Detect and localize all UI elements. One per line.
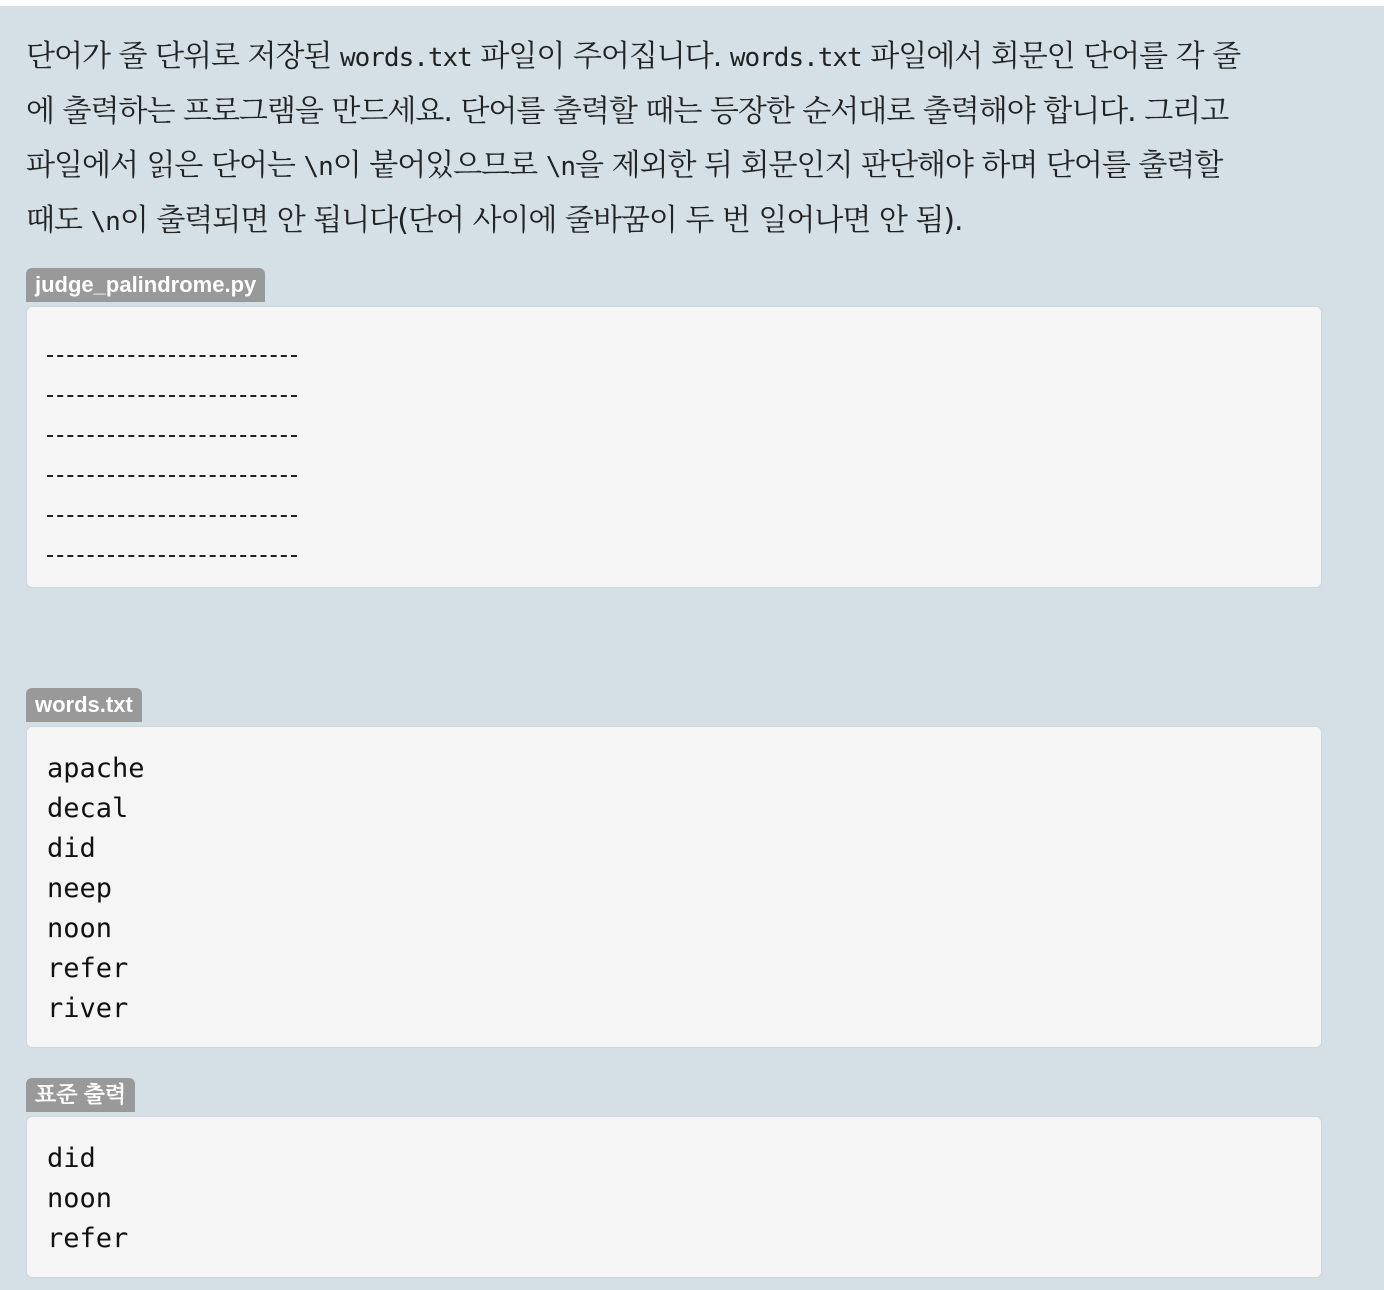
inline-code-newline: \n xyxy=(90,207,120,237)
description-line-3: 파일에서 읽은 단어는 \n이 붙어있으므로 \n을 제외한 뒤 회문인지 판단해야 하며 단어를 출력할 xyxy=(26,148,1223,183)
code-blank-line[interactable] xyxy=(47,489,1301,529)
words-file-line: did xyxy=(47,833,96,864)
code-blank-line[interactable] xyxy=(47,369,1301,409)
stdout-line: noon xyxy=(47,1183,113,1214)
stdout-box xyxy=(26,1116,1322,1278)
words-file-line: refer xyxy=(47,953,129,984)
inline-code-newline: \n xyxy=(545,152,575,182)
words-file-box xyxy=(26,726,1322,1048)
words-file-tab: words.txt xyxy=(26,688,142,722)
words-file-line: noon xyxy=(47,913,113,944)
words-file-line: apache xyxy=(47,753,145,784)
code-blank-line[interactable] xyxy=(47,449,1301,489)
description-line-4: 때도 \n이 출력되면 안 됩니다(단어 사이에 줄바꿈이 두 번 일어나면 안 됨). xyxy=(26,203,963,238)
inline-code-filename: words.txt xyxy=(339,43,472,73)
inline-code-filename: words.txt xyxy=(729,43,862,73)
words-file-line: river xyxy=(47,993,129,1024)
inline-code-newline: \n xyxy=(303,152,333,182)
stdout-line: did xyxy=(47,1143,96,1174)
code-blank-line[interactable] xyxy=(47,409,1301,449)
stdout-tab: 표준 출력 xyxy=(26,1078,135,1112)
description-line-2: 에 출력하는 프로그램을 만드세요. 단어를 출력할 때는 등장한 순서대로 출력해야 합니다. 그리고 xyxy=(26,94,1229,129)
code-blank-line[interactable] xyxy=(47,329,1301,369)
stdout-line: refer xyxy=(47,1223,129,1254)
code-editor-box[interactable] xyxy=(26,306,1322,588)
description-line-1: 단어가 줄 단위로 저장된 words.txt 파일이 주어집니다. words.txt 파일에서 회문인 단어를 각 줄 xyxy=(26,39,1241,74)
words-file-line: decal xyxy=(47,793,129,824)
problem-description xyxy=(26,30,1346,249)
code-file-tab: judge_palindrome.py xyxy=(26,268,265,302)
code-blank-line[interactable] xyxy=(47,529,1301,569)
words-file-line: neep xyxy=(47,873,113,904)
problem-panel xyxy=(0,6,1384,1290)
